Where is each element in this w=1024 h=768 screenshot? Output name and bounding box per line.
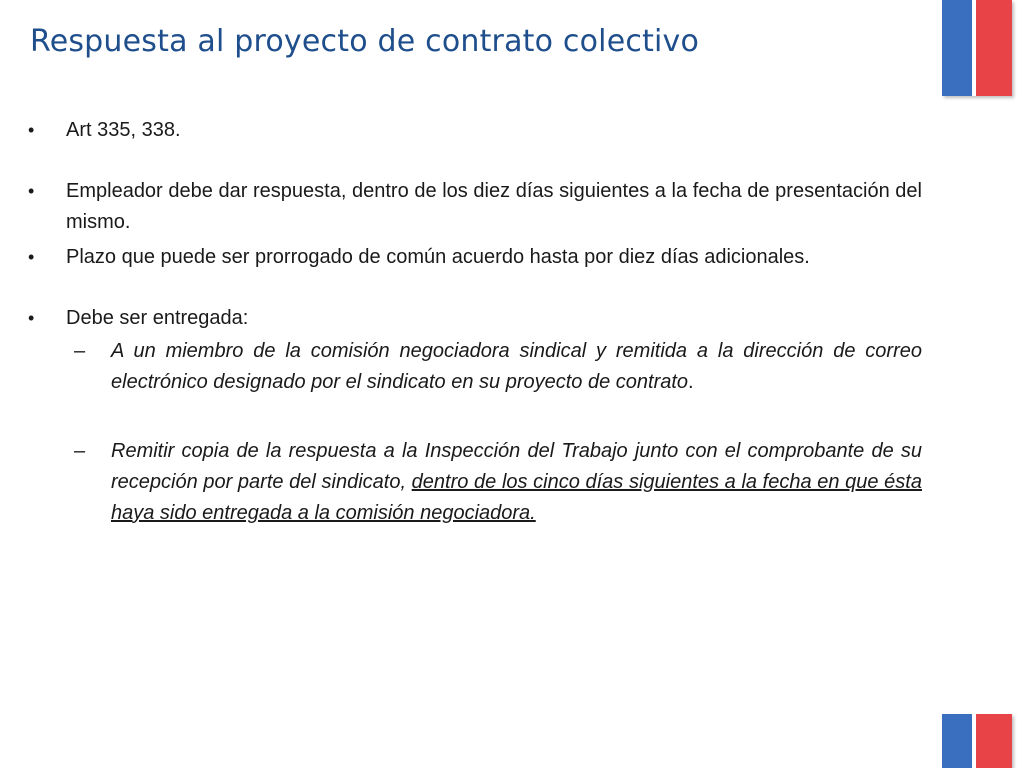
flag-red-band bbox=[976, 714, 1012, 768]
flag-red-band bbox=[976, 0, 1012, 96]
flag-blue-band bbox=[942, 714, 976, 768]
dash-mark: – bbox=[74, 340, 86, 362]
slide-title: Respuesta al proyecto de contrato colectivo bbox=[30, 24, 700, 59]
bullet-item bbox=[28, 176, 922, 238]
flag-blue-band bbox=[942, 0, 976, 96]
bullet-mark: • bbox=[28, 181, 35, 201]
bullet-item bbox=[28, 242, 922, 273]
sub-item-underlined-text: dentro de los cinco días siguientes a la fecha en que ésta haya sido entregada a la comisión negociadora. bbox=[111, 471, 922, 524]
sub-item bbox=[28, 436, 922, 529]
bullet-text: Debe ser entregada: bbox=[66, 307, 249, 329]
flag-icon bbox=[942, 0, 1012, 96]
bullet-mark: • bbox=[28, 120, 35, 140]
dash-mark: – bbox=[74, 440, 86, 462]
sub-item-text: A un miembro de la comisión negociadora sindical y remitida a la dirección de correo electrónico designado por el sindicato en su proyecto de contrato bbox=[111, 340, 922, 393]
bullet-item bbox=[28, 115, 922, 146]
bullet-item bbox=[28, 303, 922, 334]
bullet-text: Plazo que puede ser prorrogado de común acuerdo hasta por diez días adicionales. bbox=[66, 246, 810, 268]
sub-item-tail: . bbox=[688, 371, 694, 393]
slide-body bbox=[28, 115, 922, 529]
sub-item bbox=[28, 336, 922, 398]
bullet-mark: • bbox=[28, 308, 35, 328]
bullet-text: Art 335, 338. bbox=[66, 119, 181, 141]
bullet-text: Empleador debe dar respuesta, dentro de los diez días siguientes a la fecha de presentación del mismo. bbox=[66, 180, 922, 233]
sub-item-text: Remitir copia de la respuesta a la Inspección del Trabajo junto con el comprobante de su recepción por parte del sindicato, bbox=[111, 440, 922, 493]
bullet-mark: • bbox=[28, 247, 35, 267]
flag-icon bbox=[942, 714, 1012, 768]
